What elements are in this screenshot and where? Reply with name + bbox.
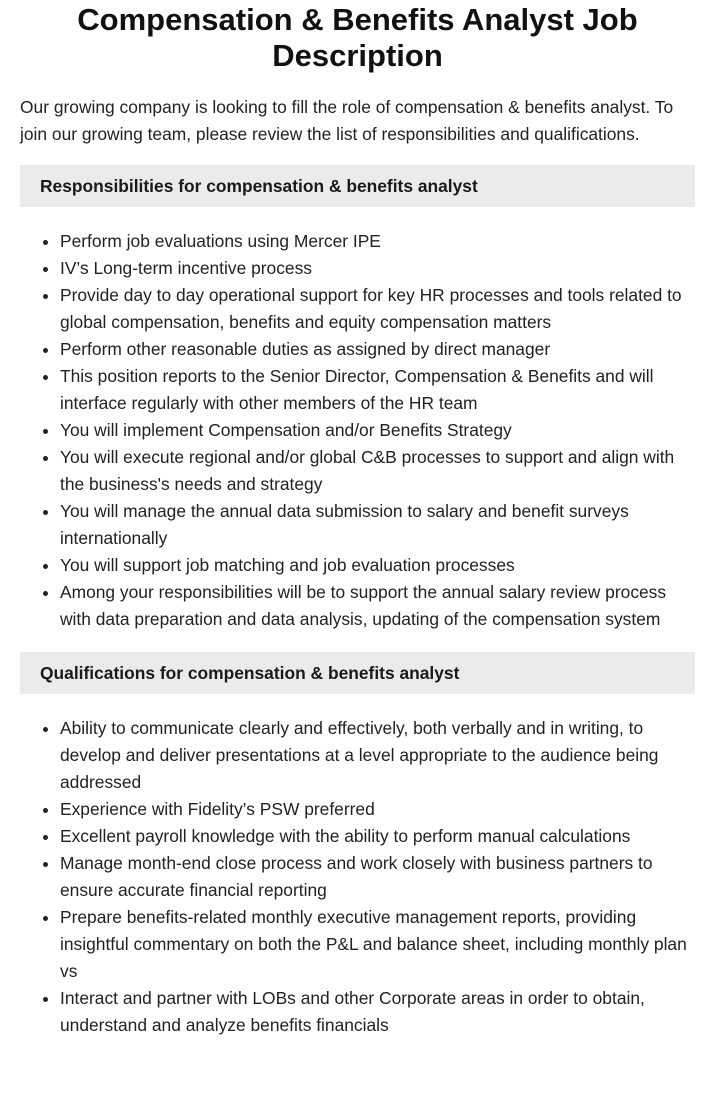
list-item: • You will execute regional and/or global C&B processes to support and align with the business's needs and strategy [60, 444, 695, 498]
qualifications-heading: Qualifications for compensation & benefits analyst [20, 652, 695, 694]
list-item: • You will manage the annual data submission to salary and benefit surveys internationally [60, 498, 695, 552]
responsibilities-section [20, 165, 695, 633]
responsibilities-heading: Responsibilities for compensation & benefits analyst [20, 165, 695, 207]
list-item: • Among your responsibilities will be to support the annual salary review process with data preparation and data analysis, updating of the compensation system [60, 579, 695, 633]
qualifications-list [20, 715, 695, 1039]
list-item: • Experience with Fidelity’s PSW preferred [60, 796, 695, 823]
list-item: • This position reports to the Senior Director, Compensation & Benefits and will interface regularly with other members of the HR team [60, 363, 695, 417]
list-item: • Excellent payroll knowledge with the ability to perform manual calculations [60, 823, 695, 850]
list-item: • Perform job evaluations using Mercer IPE [60, 228, 695, 255]
list-item: • IV’s Long-term incentive process [60, 255, 695, 282]
qualifications-section [20, 652, 695, 1039]
list-item: • You will support job matching and job evaluation processes [60, 552, 695, 579]
list-item: • Prepare benefits-related monthly executive management reports, providing insightful commentary on both the P&L and balance sheet, including monthly plan vs [60, 904, 695, 985]
responsibilities-list [20, 228, 695, 633]
list-item: • Interact and partner with LOBs and other Corporate areas in order to obtain, understand and analyze benefits financials [60, 985, 695, 1039]
list-item: • Perform other reasonable duties as assigned by direct manager [60, 336, 695, 363]
list-item: • Manage month-end close process and work closely with business partners to ensure accurate financial reporting [60, 850, 695, 904]
list-item: • Provide day to day operational support for key HR processes and tools related to global compensation, benefits and equity compensation matters [60, 282, 695, 336]
job-description-page [0, 2, 720, 1039]
intro-paragraph: Our growing company is looking to fill the role of compensation & benefits analyst. To join our growing team, please review the list of responsibilities and qualifications. [20, 97, 674, 144]
list-item: • You will implement Compensation and/or Benefits Strategy [60, 417, 695, 444]
page-title: Compensation & Benefits Analyst Job Description [77, 2, 638, 73]
list-item: • Ability to communicate clearly and effectively, both verbally and in writing, to develop and deliver presentations at a level appropriate to the audience being addressed [60, 715, 695, 796]
